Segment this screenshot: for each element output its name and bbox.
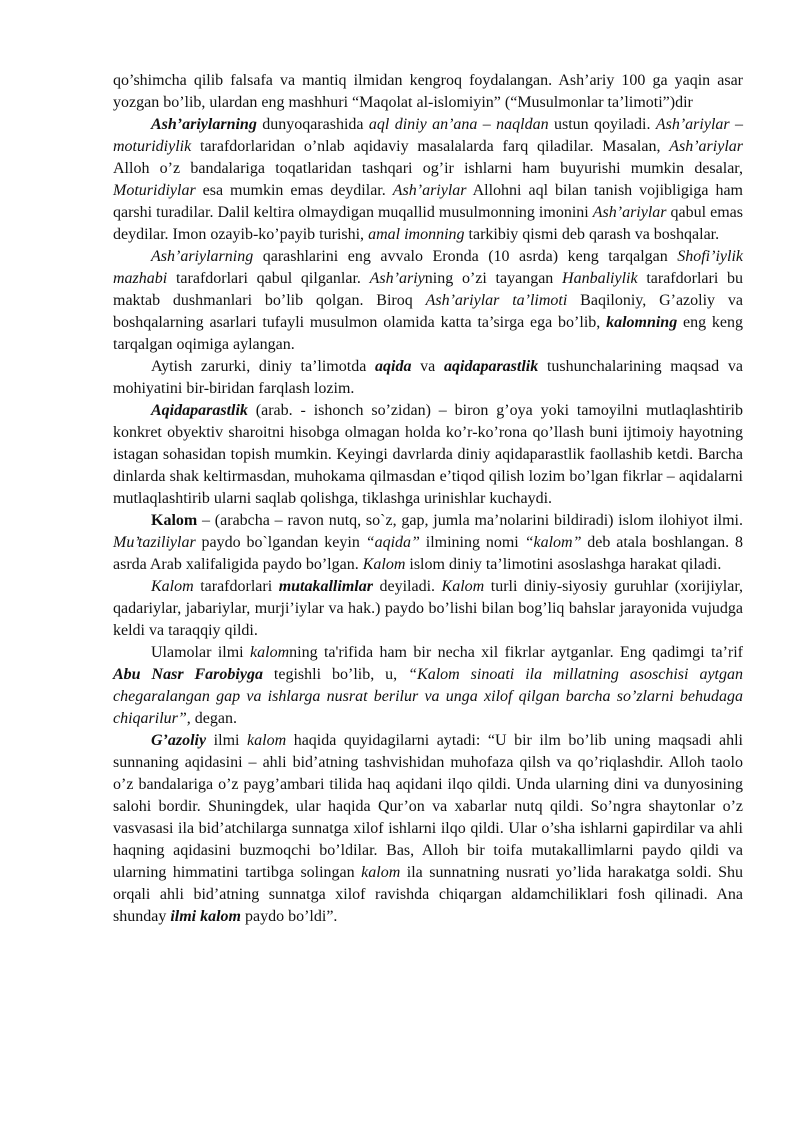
emphasized-text: Kalom <box>151 578 194 595</box>
emphasized-text: Abu Nasr Farobiyga <box>113 666 263 683</box>
text-run: turli diniy-siyosiy guruhlar (xorijiylar, qadariylar, jabariylar, murji’iylar va hak.) paydo bo’lishi bilan bog’liq bahslar jarayonida vujudga keldi va taraqqiy qildi. <box>113 578 743 639</box>
emphasized-text: aqida <box>375 358 412 375</box>
text-run: ilmi <box>206 732 248 749</box>
paragraph <box>113 642 743 730</box>
emphasized-text: kalomning <box>606 314 678 331</box>
emphasized-text: ilmi kalom <box>170 908 241 925</box>
text-run: deb atala boshlangan. 8 asrda Arab xalifaligida paydo bo’lgan. <box>113 534 744 573</box>
emphasized-text: Kalom <box>362 556 406 573</box>
text-run: Ulamolar ilmi <box>151 644 251 661</box>
text-run: esa mumkin emas deydilar. <box>195 182 393 199</box>
paragraph <box>113 246 743 356</box>
text-run: , degan. <box>186 710 237 727</box>
text-run: ilmining nomi <box>419 534 525 551</box>
paragraph <box>113 730 743 928</box>
text-run: tarafdorlari bu maktab dushmanlari bo’lib qolgan. Biroq <box>113 270 744 309</box>
emphasized-text: aqidaparastlik <box>444 358 539 375</box>
text-run: deyiladi. <box>372 578 442 595</box>
emphasized-text: Aqidaparastlik <box>151 402 248 419</box>
emphasized-text: Ash’ariylar ta’limoti <box>425 292 568 309</box>
emphasized-text: “aqida” <box>365 534 420 551</box>
emphasized-text: amal imonning <box>368 226 465 243</box>
text-run: dunyoqarashida <box>256 116 369 133</box>
text-run: ustun qoyiladi. <box>548 116 656 133</box>
paragraph <box>113 510 743 576</box>
emphasized-text: kalom <box>250 644 290 661</box>
emphasized-text: Ash’ariylar <box>392 182 467 199</box>
text-run: qo’shimcha qilib falsafa va mantiq ilmidan kengroq foydalangan. Ash’ariy 100 ga yaqin asar yozgan bo’lib, ulardan eng mashhuri “Maqolat al-islomiyin” (“Musulmonlar ta’limoti”)dir <box>113 72 743 111</box>
text-run: Alloh o’z bandalariga toqatlaridan tashqari og’ir ishlarni ham buyurishi mumkin desalar, <box>113 160 743 177</box>
text-run: qabul emas deydilar. Imon ozayib-ko’payib turishi, <box>113 204 743 243</box>
text-run: tushunchalarining maqsad va mohiyatini bir-biridan farqlash lozim. <box>113 358 743 397</box>
emphasized-text: Ash’ariylar – moturidiylik <box>113 116 743 155</box>
emphasized-text: Hanbaliylik <box>562 270 638 287</box>
text-run: haqida quyidagilarni aytadi: “U bir ilm bo’lib uning maqsadi ahli sunnaning aqidasini – ahli bid’atning tashvishidan muhofaza qilsh va qo’riqlashdir. Alloh taolo o’z bandalariga o’z payg’ambari tilida haq aqidani ilqo qildi. Unda ularning dini va dunyosining salohi bordir. Shuningdek, ular haqida Qur’on va xabarlar nutq qildi. So’ngra shaytonlar o’z vasvasasi ila bid’atchilarga sunnatga xilof ishlarni ilqo qildi. Ular o’sha ishlarni gapirdilar va ahli haqning aqidasini buzmoqchi bo’ldilar. Bas, Alloh bir toifa mutakallimlarni paydo qildi va ularning himmatini tartibga solingan <box>113 732 743 881</box>
text-run: paydo bo`lgandan keyin <box>195 534 366 551</box>
text-run: ning o’zi tayangan <box>424 270 563 287</box>
text-run: paydo bo’ldi”. <box>241 908 338 925</box>
text-run: (arab. - ishonch so’zidan) – biron g’oya yoki tamoyilni mutlaqlashtirib konkret obyektiv sharoitni hisobga olmagan holda ko’r-ko’rona qo’llash buni ijtimoiy hayotning istagan sohasidan topish mumkin. Keyingi davrlarda diniy aqidaparastlik faollashib ketdi. Barcha dinlarda shak keltirmasdan, muhokama qilmasdan e’tiqod qilish lozim bo’lgan fikrlar – aqidalarni mutlaqlashtirib ularni saqlab qolishga, tiklashga urinishlar kuchaydi. <box>113 402 743 507</box>
text-run: Baqiloniy, G’azoliy va boshqalarning asarlari tufayli musulmon olamida katta ta’sirga ega bo’lib, <box>113 292 743 331</box>
paragraph <box>113 114 743 246</box>
text-run: Allohni aql bilan tanish vojibligiga ham qarshi turadilar. Dalil keltira olmaydigan muqallid musulmonning imonini <box>113 182 744 221</box>
text-run: va <box>411 358 444 375</box>
text-run: qarashlarini eng avvalo Eronda (10 asrda) keng tarqalgan <box>253 248 678 265</box>
text-run: ning ta'rifida ham bir necha xil fikrlar aytganlar. Eng qadimgi ta’rif <box>289 644 744 661</box>
text-run: – (arabcha – ravon nutq, so`z, gap, jumla ma’nolarini bildiradi) islom ilohiyot ilmi. <box>197 512 743 529</box>
text-run: tarkibiy qismi deb qarash va boshqalar. <box>464 226 720 243</box>
emphasized-text: Kalom <box>151 512 198 529</box>
paragraph <box>113 576 743 642</box>
text-run: tarafdorlari qabul qilganlar. <box>167 270 370 287</box>
text-run: tarafdorlaridan o’nlab aqidaviy masalalarda farq qiladilar. Masalan, <box>191 138 670 155</box>
text-run: ila sunnatning nusrati yo’lida harakatga soldi. Shu orqali ahli bid’atning sunnatga xilof ravishda chiqargan aldamchiliklari fosh qilinadi. Ana shunday <box>113 864 743 925</box>
emphasized-text: “kalom” <box>524 534 582 551</box>
emphasized-text: Ash’ariylarning <box>151 248 254 265</box>
emphasized-text: Mu’taziliylar <box>113 534 196 551</box>
paragraph <box>113 70 743 114</box>
text-run: Aytish zarurki, diniy ta’limotda <box>151 358 376 375</box>
emphasized-text: aql diniy an’ana – naqldan <box>368 116 549 133</box>
emphasized-text: Moturidiylar <box>113 182 196 199</box>
text-run: eng keng tarqalgan oqimiga aylangan. <box>113 314 743 353</box>
emphasized-text: “Kalom sinoati ila millatning asoschisi aytgan chegaralangan gap va ishlarga nusrat berilur va unga xilof qilgan barcha so’zlarni behudaga chiqarilur” <box>113 666 743 727</box>
text-run: tegishli bo’lib, u, <box>262 666 409 683</box>
emphasized-text: Kalom <box>441 578 485 595</box>
emphasized-text: Ash’ariylarning <box>151 116 257 133</box>
emphasized-text: Shofi’iylik mazhabi <box>113 248 743 287</box>
emphasized-text: kalom <box>247 732 287 749</box>
emphasized-text: Ash’ariylar <box>669 138 743 155</box>
text-run: tarafdorlari <box>193 578 279 595</box>
emphasized-text: kalom <box>361 864 401 881</box>
emphasized-text: mutakallimlar <box>278 578 373 595</box>
document-page <box>113 70 743 928</box>
text-run: islom diniy ta’limotini asoslashga harakat qiladi. <box>405 556 722 573</box>
emphasized-text: G’azoliy <box>151 732 207 749</box>
paragraph <box>113 400 743 510</box>
emphasized-text: Ash’ariylar <box>592 204 667 221</box>
emphasized-text: Ash’ariy <box>369 270 425 287</box>
paragraph <box>113 356 743 400</box>
